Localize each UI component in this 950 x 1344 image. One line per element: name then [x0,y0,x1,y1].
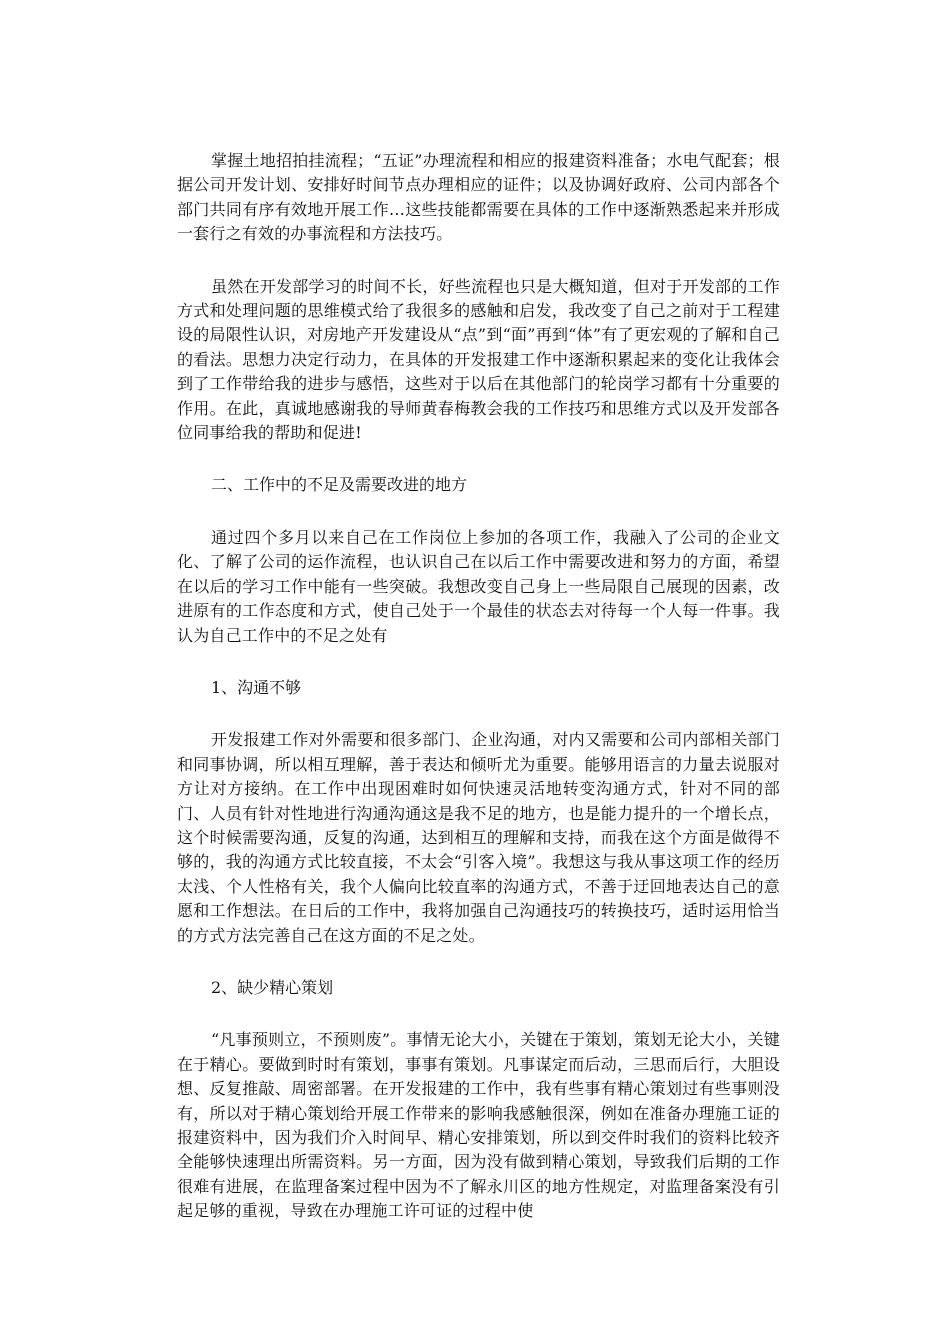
paragraph-procedures-skills: 掌握土地招拍挂流程；“五证”办理流程和相应的报建资料准备；水电气配套；根据公司开发计划、安排好时间节点办理相应的证件；以及协调好政府、公司内部各个部门共同有序有效地开展工作…这些技能都需要在具体的工作中逐渐熟悉起来并形成一套行之有效的办事流程和方法技巧。 [177,151,780,244]
paragraph-communication: 开发报建工作对外需要和很多部门、企业沟通，对内又需要和公司内部相关部门和同事协调，所以相互理解，善于表达和倾听尤为重要。能够用语言的力量去说服对方让对方接纳。在工作中出现困难时如何快速灵活地转变沟通方式，针对不同的部门、人员有针对性地进行沟通沟通这是我不足的地方，也是能力提升的一个增长点，这个时候需要沟通，反复的沟通，达到相互的理解和支持，而我在这个方面是做得不够的，我的沟通方式比较直接，不太会“引客入境”。我想这与我从事这项工作的经历太浅、个人性格有关，我个人偏向比较直率的沟通方式，不善于迂回地表达自己的意愿和工作想法。在日后的工作中，我将加强自己沟通技巧的转换技巧，适时运用恰当的方式方法完善自己在这方面的不足之处。 [177,730,780,945]
paragraph-development-dept-learning: 虽然在开发部学习的时间不长，好些流程也只是大概知道，但对于开发部的工作方式和处理问题的思维模式给了我很多的感触和启发，我改变了自己之前对于工程建设的局限性认识，对房地产开发建设从“点”到“面”再到“体”有了更宏观的了解和自己的看法。思想力决定行动力，在具体的开发报建工作中逐渐积累起来的变化让我体会到了工作带给我的进步与感悟，这些对于以后在其他部门的轮岗学习都有十分重要的作用。在此，真诚地感谢我的导师黄春梅教会我的工作技巧和思维方式以及开发部各位同事给我的帮助和促进! [177,276,780,443]
subheading-communication: 1、沟通不够 [211,677,302,697]
section-heading-shortcomings: 二、工作中的不足及需要改进的地方 [211,475,468,495]
paragraph-shortcomings-intro: 通过四个多月以来自己在工作岗位上参加的各项工作，我融入了公司的企业文化、了解了公司的运作流程，也认识自己在以后工作中需要改进和努力的方面，希望在以后的学习工作中能有一些突破。我想改变自己身上一些局限自己展现的因素，改进原有的工作态度和方式，使自己处于一个最佳的状态去对待每一个人每一件事。我认为自己工作中的不足之处有 [177,527,780,645]
subheading-planning: 2、缺少精心策划 [211,977,334,997]
document-body [177,149,780,1252]
paragraph-planning: “凡事预则立，不预则废”。事情无论大小，关键在于策划，策划无论大小，关键在于精心。要做到时时有策划，事事有策划。凡事谋定而后动，三思而后行，大胆设想、反复推敲、周密部署。在开发报建的工作中，我有些事有精心策划过有些事则没有，所以对于精心策划给开展工作带来的影响我感触很深，例如在准备办理施工证的报建资料中，因为我们介入时间早、精心安排策划，所以到交件时我们的资料比较齐全能够快速理出所需资料。另一方面，因为没有做到精心策划，导致我们后期的工作很难有进展，在监理备案过程中因为不了解永川区的地方性规定，对监理备案没有引起足够的重视，导致在办理施工许可证的过程中使 [177,1030,780,1221]
